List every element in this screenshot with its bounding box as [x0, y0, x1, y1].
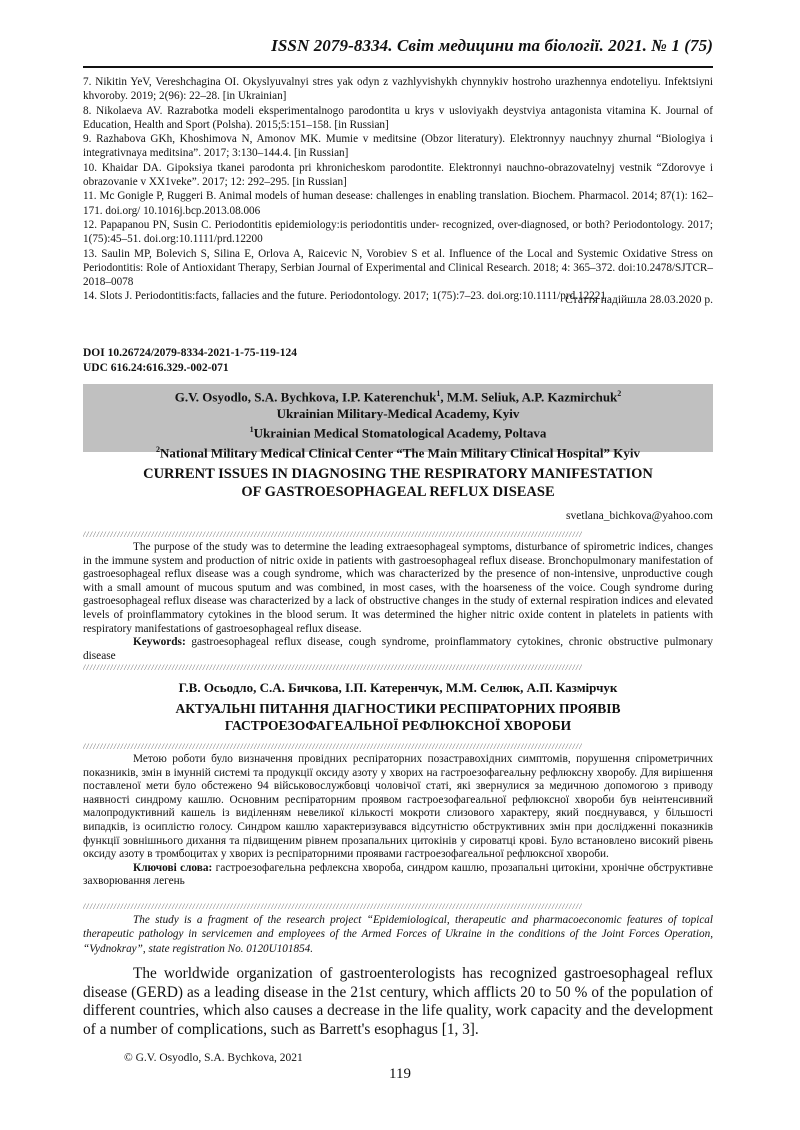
- reference-item: 11. Mc Gonigle P, Ruggeri B. Animal models of human desease: challenges in enabling translation. Biochem. Pharmacol. 2014; 87(1): 162–171. doi.org/ 10.1016j.bcp.2013.08.006: [83, 190, 713, 217]
- article-title-en: CURRENT ISSUES IN DIAGNOSING THE RESPIRATORY MANIFESTATION OF GASTROESOPHAGEAL REFLUX DISEASE: [143, 466, 653, 500]
- references-list: [83, 75, 713, 304]
- page-number: 119: [389, 1066, 411, 1082]
- reference-item: 9. Razhabova GKh, Khoshimova N, Amonov MK. Mumie v meditsine (Obzor literatury). Elektronnyy nauchnyy zhurnal “Biologiya i integrativnaya meditsina”. 2017; 3:130–144.4. [in Russian]: [83, 133, 713, 160]
- funding-note: The study is a fragment of the research project “Epidemiological, therapeutic and pharmacoeconomic features of topical therapeutic pathology in servicemen and employees of the Armed Forces of Ukraine in the conditions of the Joint Forces Operation, “Vydnokray”, state registration No. 0120U101854.: [83, 914, 713, 955]
- reference-item: 14. Slots J. Periodontitis:facts, fallacies and the future. Periodontology. 2017; 1(75):7–23. doi.org:10.1111/prd.12221: [83, 290, 606, 303]
- separator: //////////////////////////////////////////////////////////////////////////////////////////////////////////////////////////////////////////////////: [83, 531, 583, 539]
- authors-en: G.V. Osyodlo, S.A. Bychkova, I.P. Katerenchuk$^1$, M.M. Seliuk, A.P. Kazmirchuk$^2$: [174, 389, 622, 405]
- journal-title: ISSN 2079-8334. Світ медицини та біології. 2021. № 1 (75): [271, 36, 713, 55]
- received-date: Стаття надійшла 28.03.2020 р.: [565, 294, 713, 306]
- authors-ua: Г.В. Осьодло, С.А. Бичкова, І.П. Катеренчук, М.М. Селюк, А.П. Казмірчук: [178, 680, 618, 695]
- article-title-ua: АКТУАЛЬНІ ПИТАННЯ ДІАГНОСТИКИ РЕСПІРАТОРНИХ ПРОЯВІВ ГАСТРОЕЗОФАГЕАЛЬНОЇ РЕФЛЮКСНОЇ ХВОРОБИ: [175, 701, 621, 733]
- contact-email[interactable]: svetlana_bichkova@yahoo.com: [566, 510, 713, 522]
- intro-paragraph: The worldwide organization of gastroenterologists has recognized gastroesophageal reflux disease (GERD) as a leading disease in the 21st century, which afflicts 20 to 50 % of the population of different countries, which also causes a decrease in the life quality, work capacity and the development of a number of complications, such as Barrett's esophagus [1, 3].: [83, 965, 713, 1038]
- author-affiliation-box: [83, 384, 713, 461]
- udc: UDC 616.24:616.329.-002-071: [83, 362, 229, 374]
- affiliation-main: Ukrainian Military-Medical Academy, Kyiv: [276, 405, 520, 421]
- separator: //////////////////////////////////////////////////////////////////////////////////////////////////////////////////////////////////////////////////: [83, 903, 583, 911]
- affiliation-2: $^2$National Military Medical Clinical Center “The Main Military Clinical Hospital” Kyiv: [156, 445, 640, 461]
- reference-item: 13. Saulin MP, Bolevich S, Silina E, Orlova A, Raicevic N, Vorobiev S et al. Influence of the Local and Systemic Oxidative Stress on Periodontitis: Role of Antioxidant Therapy, Serbian Journal of Experimental and Clinical Research. 2018; 4: 365–372. doi:10.2478/SJTCR–2018–0078: [83, 247, 713, 289]
- reference-item: 10. Khaidar DA. Gipoksiya tkanei parodonta pri khronicheskom parodontite. Elektronnyi nauchno-obrazovatelnyj vestnik “Zdorovye i obrazovanie v XX1veke”. 2017; 12: 292–295. [in Russian]: [83, 161, 713, 189]
- reference-item: 8. Nikolaeva AV. Razrabotka modeli eksperimentalnogo parodontita u krys v usloviyakh deystviya antagonista vitamina K. Journal of Education, Health and Sport (Polsha). 2015;5:151–158. [in Russian]: [83, 104, 713, 131]
- keywords-en: Keywords: gastroesophageal reflux disease, cough syndrome, proinflammatory cytokines, chronic obstructive pulmonary disease: [83, 636, 713, 662]
- abstract-ua: Метою роботи було визначення провідних респіраторних позастравохідних симптомів, порушення спірометричних показників, змін в імунній системі та продукції оксиду азоту у хворих на гастроезофагеальну рефлюксну хворобу. Для вирішення поставленої мети було обстежено 94 військовослужбовці чоловічої статі, які звернулися за медичною допомогою з приводу наявності синдрому кашлю. Основним респіраторним проявом гастроезофагеальної рефлюксної хвороби був неінтенсивний малопродуктивний кашель із виділенням невеликої кількості мокроти слизового характеру, який поєднувався, у більшості випадків, із осиплістю голосу. Синдром кашлю характеризувався відсутністю обструктивних змін при дослідженні показників функції зовнішнього дихання та підвищеним рівнем прозапальних цитокінів у сироватці крові. Було встановлено високий рівень оксиду азоту в тромбоцитах у хворих із респіраторними проявами гастроезофагеальної рефлюксної хвороби. Ключові слова: гастроезофагельна рефлексна хвороба, синдром кашлю, прозапальні цитокіни, хронічне обструктивне захворювання легень: [83, 753, 713, 888]
- affiliation-1: $^1$Ukrainian Medical Stomatological Academy, Poltava: [249, 425, 547, 441]
- separator: //////////////////////////////////////////////////////////////////////////////////////////////////////////////////////////////////////////////////: [83, 743, 583, 751]
- reference-item: 12. Papapanou PN, Susin C. Periodontitis epidemiology:is periodontitis under- recognized, over-diagnosed, or both? Periodontology. 2017; 1(75):45–51. doi.org:10.1111/prd.12200: [83, 218, 713, 246]
- keywords-ua: Ключові слова: гастроезофагельна рефлексна хвороба, синдром кашлю, прозапальні цитокіни, хронічне обструктивне захворювання легень: [83, 861, 713, 888]
- reference-item: 7. Nikitin YeV, Vereshchagina OI. Okyslyuvalnyi stres yak odyn z vazhlyvishykh chynnykiv hostroho urazhennya endoteliyu. Infektsiyni khvoroby. 2019; 2(96): 22–28. [in Ukrainian]: [83, 76, 713, 103]
- separator: //////////////////////////////////////////////////////////////////////////////////////////////////////////////////////////////////////////////////: [83, 664, 583, 672]
- doi: DOI 10.26724/2079-8334-2021-1-75-119-124: [83, 347, 298, 359]
- article-identifiers: [83, 346, 297, 376]
- journal-header: [83, 36, 713, 68]
- abstract-en: The purpose of the study was to determine the leading extraesophageal symptoms, disturbance of spirometric indices, changes in the immune system and production of nitric oxide in patients with gastroesophageal reflux disease. Bronchopulmonary manifestation of gastroesophageal reflux disease was a cough syndrome, which was characterized by the presence of non-intensive, unproductive cough with a small amount of mucous sputum and was combined, in most cases, with the hoarseness of the voice. Cough syndrome during gastroesophageal reflux disease was characterized by a lack of obstructive changes in the study of external respiration indices and elevated levels of proinflammatory cytokines in the blood serum. It was determined the higher nitric oxide content in platelets in patients with respiratory manifestations of gastroesophageal reflux disease. Keywords: gastroesophageal reflux disease, cough syndrome, proinflammatory cytokines, chronic obstructive pulmonary disease: [83, 541, 713, 662]
- copyright: © G.V. Osyodlo, S.A. Bychkova, 2021: [124, 1052, 303, 1064]
